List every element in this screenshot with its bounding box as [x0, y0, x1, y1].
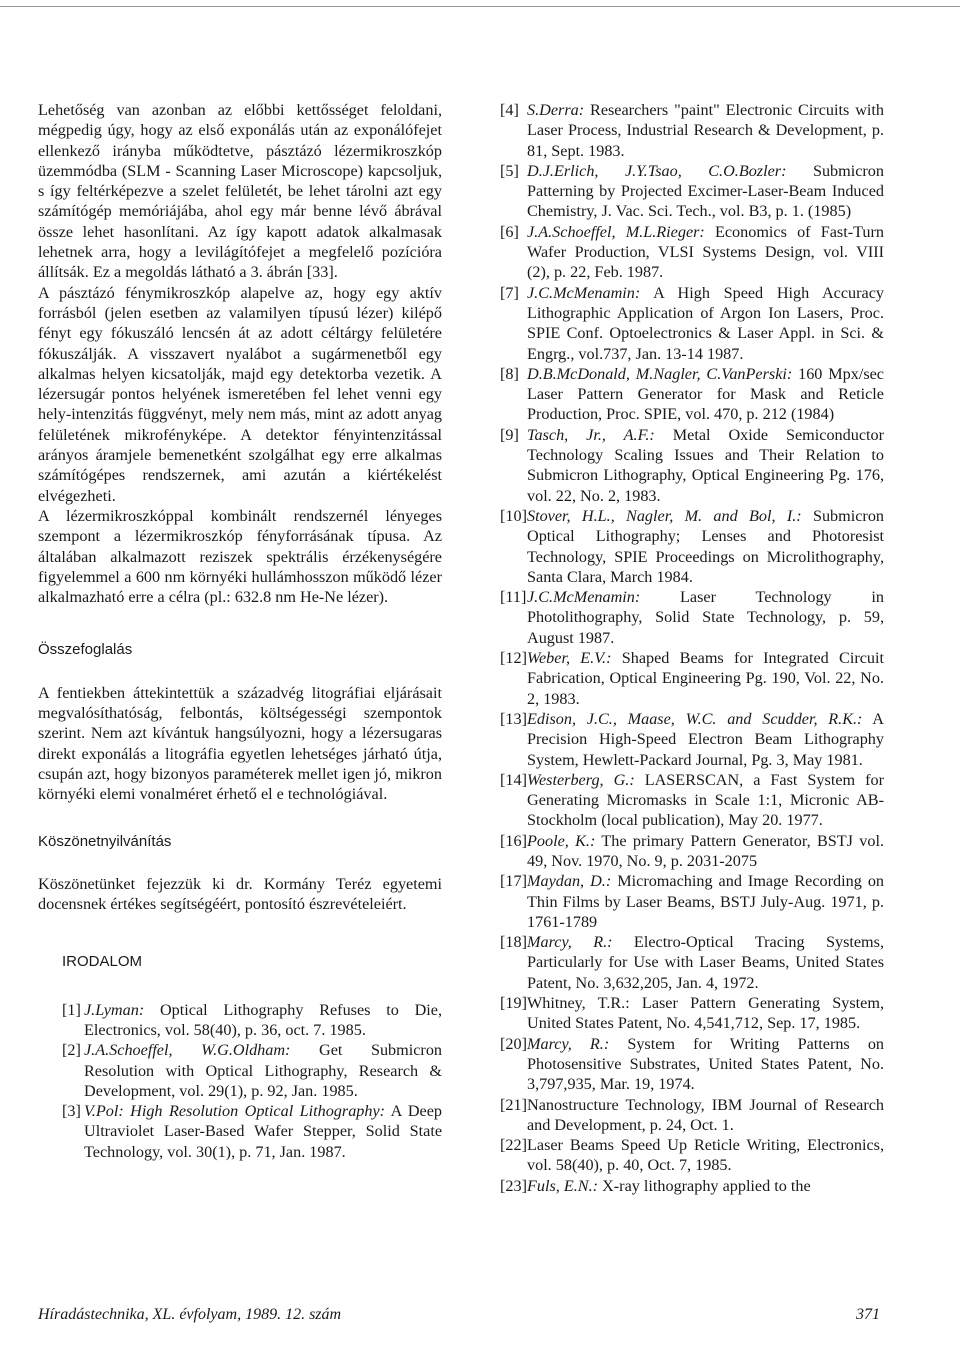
reference-item — [500, 1034, 884, 1095]
reference-text: Whitney, T.R.: Laser Pattern Generating System, United States Patent, No. 4,541,712, Sep. 17, 1985. — [527, 994, 884, 1033]
reference-text: Optical Lithography Refuses to Die, Electronics, vol. 58(40), p. 36, oct. 7. 1985. — [84, 1000, 442, 1039]
reference-item — [500, 283, 884, 364]
reference-number: [14] — [500, 770, 527, 789]
reference-authors: Fuls, E.N.: — [527, 1176, 599, 1195]
right-column — [500, 100, 884, 1196]
reference-authors: Weber, E.V.: — [527, 649, 612, 668]
left-column — [38, 100, 442, 1162]
reference-item — [500, 587, 884, 648]
footer-journal: Híradástechnika, XL. évfolyam, 1989. 12. szám — [38, 1306, 342, 1323]
reference-authors: V.Pol: High Resolution Optical Lithography: — [84, 1102, 386, 1121]
summary-paragraph: A fentiekben áttekintettük a századvég litográfiai eljárásait megvalósíthatóság, felbontás, költségességi szempontok szerint. Nem azt kívántuk hangsúlyozni, hogy a lézersugaras direkt exponálás a litográfia egyetlen lehetséges járható útja, csupán azt, hogy bizonyos paraméterek mellet igen jó, mikron környéki elemi vonalméret érhető el e technológiával. — [38, 683, 442, 804]
reference-item — [500, 222, 884, 283]
reference-authors: J.A.Schoeffel, M.L.Rieger: — [527, 222, 705, 241]
reference-text: Laser Technology in Photolithography, Solid State Technology, p. 59, August 1987. — [527, 588, 884, 647]
reference-text: Micromaching and Image Recording on Thin Films by Laser Beams, BSTJ July-Aug. 1971, p. 1761-1789 — [527, 872, 885, 931]
reference-item — [500, 648, 884, 709]
reference-text: A Precision High-Speed Electron Beam Lithography System, Hewlett-Packard Journal, Pg. 3, May 1981. — [527, 709, 884, 769]
reference-text: LASERSCAN, a Fast System for Generating Micromasks in Scale 1:1, Micronic AB-Stockholm (local publication), May 20. 1977. — [527, 770, 884, 830]
reference-number: [22] — [500, 1136, 527, 1155]
page-number: 371 — [856, 1306, 880, 1323]
reference-number: [8] — [500, 364, 519, 383]
reference-item — [500, 1176, 884, 1196]
reference-text: 160 Mpx/sec Laser Pattern Generator for Mask and Reticle Production, Proc. SPIE, vol. 470, p. 212 (1984) — [527, 364, 884, 424]
reference-authors: Marcy, R.: — [527, 933, 613, 952]
reference-number: [7] — [500, 283, 519, 302]
reference-list — [38, 1000, 442, 1162]
reference-number: [2] — [62, 1041, 81, 1060]
body-paragraph: A lézermikroszkóppal kombinált rendszernél lényeges szempont a lézermikroszkóp fényforrásának típusa. Az általában alkalmazott reziszek spektrális érzékenységére figyelemmel a 600 nm környéki hullámhosszon működő lézer alkalmazható erre a célra (pl.: 632.8 nm He-Ne lézer). — [38, 506, 442, 607]
reference-item — [38, 1000, 442, 1041]
reference-authors: D.J.Erlich, J.Y.Tsao, C.O.Bozler: — [527, 161, 787, 180]
reference-text: Get Submicron Resolution with Optical Lithography, Research & Development, vol. 29(1), p. 92, Jan. 1985. — [84, 1041, 443, 1100]
reference-number: [18] — [500, 933, 527, 952]
reference-number: [23] — [500, 1176, 527, 1195]
reference-number: [11] — [500, 588, 527, 607]
reference-number: [10] — [500, 506, 527, 525]
body-paragraph: Lehetőség van azonban az előbbi kettősséget feloldani, mégpedig úgy, hogy az első exponálás után az exponálófejet ellenkező irányba működtetve, pásztázó lézermikroszkóp üzemmódba (SLM - Scanning Laser Microscope) kapcsoljuk, s így feltérképezve a szelet felületét, be lehet tárolni azt egy számítógép memóriájába, ahol egy már benne lévő ábrával össze lehet hasonlítani. Az így kapott adatok alkalmasak lehetnek arra, hogy a levilágítófejet a megfelelő pozícióra állítsák. Ez a megoldás látható a 3. ábrán [33]. — [38, 101, 442, 282]
reference-item — [500, 1095, 884, 1136]
reference-item — [500, 770, 884, 831]
reference-text: Researchers "paint" Electronic Circuits with Laser Process, Industrial Research & Development, p. 81, Sept. 1983. — [527, 101, 884, 160]
body-paragraph: A pásztázó fénymikroszkóp alapelve az, hogy egy aktív forrásból (jelen esetben az valamilyen típusú lézer) kilépő fényt egy fókuszáló lencsén át az adott céltárgy felületére fókuszálják. A visszavert nyalábot a sugármenetből egy alkalmas helyen kicsatolják, majd egy detektorba vezetik. A lézersugár pontos helyének ismeretében fel lehet venni egy hely-intenzitás függvényt, mely nem más, mint az adott anyag felületének mikrofényképe. A detektor fényintenzitással arányos áramjele bemenetként szolgálhat egy erre alkalmas számítógépes rendszernek, ami azután a kiértékelést elvégezheti. — [38, 283, 442, 505]
reference-authors: Marcy, R.: — [527, 1034, 610, 1053]
reference-text: A Deep Ultraviolet Laser-Based Wafer Stepper, Solid State Technology, vol. 30(1), p. 71, Jan. 1987. — [84, 1102, 442, 1161]
reference-text: Metal Oxide Semiconductor Technology Scaling Issues and Their Relation to Submicron Lithography, Optical Engineering Pg. 176, vol. 22, No. 2, 1983. — [527, 425, 884, 505]
reference-item — [500, 1135, 884, 1176]
reference-authors: J.C.McMenamin: — [527, 283, 641, 302]
reference-number: [13] — [500, 709, 527, 728]
reference-text: A High Speed High Accuracy Lithographic Application of Argon Ion Lasers, Proc. SPIE Conf. Optoelectronics & Laser Appl. in Sci. & Engrg., vol.737, Jan. 13-14 1987. — [527, 283, 884, 363]
reference-number: [20] — [500, 1034, 527, 1053]
reference-authors: Westerberg, G.: — [527, 770, 635, 789]
reference-text: Submicron Optical Lithography; Lenses and Photoresist Technology, SPIE Proceedings on Microlithography, Santa Clara, March 1984. — [527, 506, 885, 586]
reference-authors: J.Lyman: — [84, 1000, 145, 1019]
reference-item — [500, 161, 884, 222]
reference-item — [500, 871, 884, 932]
reference-number: [12] — [500, 649, 527, 668]
reference-item — [500, 425, 884, 506]
reference-item — [500, 993, 884, 1034]
reference-authors: S.Derra: — [527, 101, 585, 119]
reference-number: [4] — [500, 101, 519, 119]
reference-text: X-ray lithography applied to the — [598, 1176, 811, 1195]
reference-number: [21] — [500, 1095, 527, 1114]
reference-number: [6] — [500, 222, 519, 241]
reference-item — [38, 1040, 442, 1101]
reference-number: [16] — [500, 831, 527, 850]
reference-item — [500, 831, 884, 872]
reference-text: System for Writing Patterns on Photosensitive Substrates, United States Patent, No. 3,797,935, Mar. 19, 1974. — [527, 1034, 885, 1094]
reference-number: [19] — [500, 994, 527, 1013]
references-heading: IRODALOM — [62, 953, 143, 971]
reference-authors: Stover, H.L., Nagler, M. and Bol, I.: — [527, 506, 802, 525]
reference-list — [500, 100, 884, 1196]
reference-number: [9] — [500, 425, 519, 444]
reference-authors: Maydan, D.: — [527, 872, 612, 891]
reference-item — [500, 932, 884, 993]
summary-heading: Összefoglalás — [38, 641, 133, 659]
reference-text: Economics of Fast-Turn Wafer Production, VLSI Systems Design, vol. VIII (2), p. 22, Feb. 1987. — [527, 222, 884, 282]
reference-authors: Poole, K.: — [527, 831, 596, 850]
top-rule — [0, 6, 960, 7]
reference-text: The primary Pattern Generator, BSTJ vol. 49, Nov. 1970, No. 9, p. 2031-2075 — [527, 831, 885, 870]
reference-item — [500, 364, 884, 425]
reference-authors: Edison, J.C., Maase, W.C. and Scudder, R.K.: — [527, 709, 863, 728]
reference-item — [38, 1101, 442, 1162]
reference-text: Laser Beams Speed Up Reticle Writing, Electronics, vol. 58(40), p. 40, Oct. 7, 1985. — [527, 1136, 884, 1175]
reference-authors: Tasch, Jr., A.F.: — [527, 425, 655, 444]
reference-item — [500, 709, 884, 770]
reference-number: [1] — [62, 1000, 81, 1019]
reference-item — [500, 506, 884, 587]
acknowledgement-paragraph: Köszönetünket fejezzük ki dr. Kormány Teréz egyetemi docensnek értékes segítségéért, pontosító észrevételeiért. — [38, 874, 442, 914]
reference-item — [500, 100, 884, 161]
reference-number: [3] — [62, 1102, 81, 1121]
reference-number: [5] — [500, 161, 519, 180]
acknowledgement-heading: Köszönetnyilvánítás — [38, 832, 172, 850]
reference-authors: D.B.McDonald, M.Nagler, C.VanPerski: — [527, 364, 793, 383]
reference-number: [17] — [500, 872, 527, 891]
reference-text: Submicron Patterning by Projected Excimer-Laser-Beam Induced Chemistry, J. Vac. Sci. Tech., vol. B3, p. 1. (1985) — [527, 161, 884, 221]
reference-authors: J.C.McMenamin: — [527, 588, 641, 607]
reference-text: Electro-Optical Tracing Systems, Particularly for Use with Laser Beams, United States Patent, No. 3,632,205, Jan. 4, 1972. — [527, 933, 884, 992]
reference-authors: J.A.Schoeffel, W.G.Oldham: — [84, 1041, 291, 1060]
reference-text: Shaped Beams for Integrated Circuit Fabrication, Optical Engineering Pg. 190, Vol. 22, No. 2, 1983. — [527, 649, 885, 708]
reference-text: Nanostructure Technology, IBM Journal of Research and Development, p. 24, Oct. 1. — [527, 1095, 884, 1134]
